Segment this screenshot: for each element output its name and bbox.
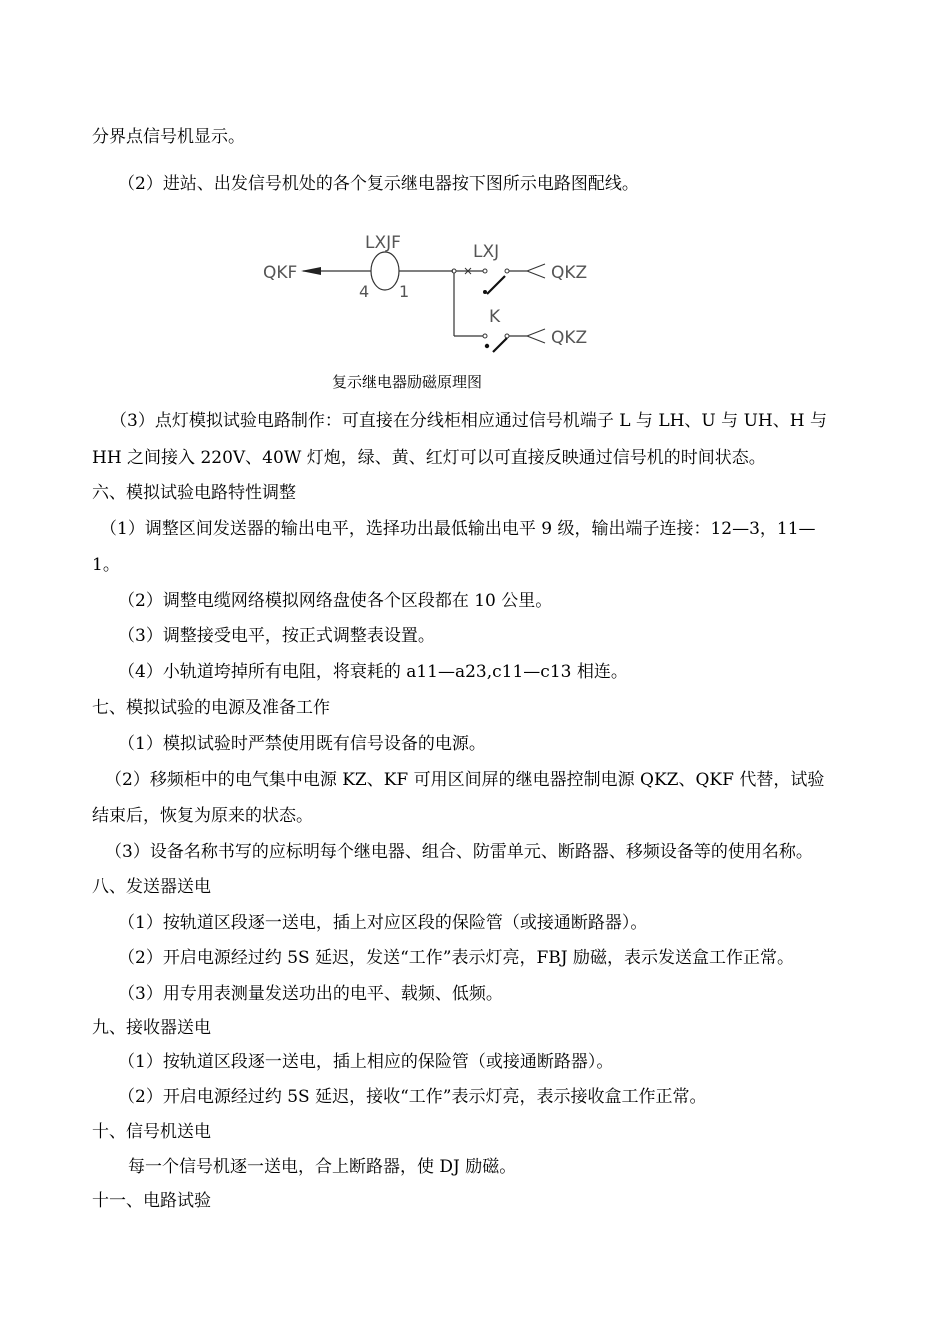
relay-coil-icon (371, 252, 399, 290)
paragraph: （3）调整接受电平，按正式调整表设置。 (118, 626, 435, 646)
paragraph: （2）进站、出发信号机处的各个复示继电器按下图所示电路图配线。 (118, 174, 639, 194)
paragraph: （2）调整电缆网络模拟网络盘使各个区段都在 10 公里。 (118, 591, 553, 611)
label-pin-4: 4 (359, 282, 370, 301)
section-heading: 八、发送器送电 (92, 877, 211, 897)
relay-excitation-diagram (255, 226, 615, 358)
paragraph: （3）点灯模拟试验电路制作：可直接在分线柜相应通过信号机端子 L 与 LH、U 与 UH、H 与 (110, 411, 827, 431)
diagram-caption: 复示继电器励磁原理图 (332, 373, 483, 391)
paragraph: （2）开启电源经过约 5S 延迟，接收“工作”表示灯亮，表示接收盒工作正常。 (118, 1087, 707, 1107)
section-heading: 六、模拟试验电路特性调整 (92, 483, 296, 503)
section-heading: 十一、电路试验 (92, 1191, 211, 1211)
paragraph: （2）开启电源经过约 5S 延迟，发送“工作”表示灯亮，FBJ 励磁，表示发送盒工作正常。 (118, 948, 794, 968)
label-qkf: QKF (263, 263, 298, 283)
paragraph: （3）用专用表测量发送功出的电平、载频、低频。 (118, 984, 503, 1004)
paragraph: （1）模拟试验时严禁使用既有信号设备的电源。 (118, 734, 486, 754)
label-qkz-1: QKZ (551, 263, 588, 283)
label-qkz-2: QKZ (551, 328, 588, 348)
label-k: K (489, 307, 501, 327)
paragraph: 1。 (92, 555, 120, 575)
label-pin-1: 1 (399, 282, 410, 301)
paragraph: （1）按轨道区段逐一送电，插上相应的保险管（或接通断路器）。 (118, 1052, 614, 1072)
paragraph: 分界点信号机显示。 (92, 127, 245, 147)
paragraph: （4）小轨道垮掉所有电阻，将衰耗的 a11—a23,c11—c13 相连。 (118, 662, 628, 682)
label-lxj: LXJ (473, 242, 500, 262)
paragraph: 每一个信号机逐一送电，合上断路器，使 DJ 励磁。 (128, 1157, 517, 1177)
section-heading: 七、模拟试验的电源及准备工作 (92, 698, 330, 718)
paragraph: HH 之间接入 220V、40W 灯炮，绿、黄、红灯可以可直接反映通过信号机的时间状态。 (92, 448, 766, 468)
section-heading: 九、接收器送电 (92, 1018, 211, 1038)
arrow-head-icon (301, 267, 321, 275)
paragraph: （1）调整区间发送器的输出电平，选择功出最低输出电平 9 级，输出端子连接：12—3，11— (100, 519, 816, 539)
section-heading: 十、信号机送电 (92, 1122, 211, 1142)
paragraph: （3）设备名称书写的应标明每个继电器、组合、防雷单元、断路器、移频设备等的使用名称。 (105, 842, 813, 862)
paragraph: 结束后，恢复为原来的状态。 (92, 806, 313, 826)
paragraph: （1）按轨道区段逐一送电，插上对应区段的保险管（或接通断路器）。 (118, 913, 648, 933)
label-lxjf: LXJF (365, 233, 401, 253)
paragraph: （2）移频柜中的电气集中电源 KZ、KF 可用区间屏的继电器控制电源 QKZ、QKF 代替，试验 (105, 770, 825, 790)
